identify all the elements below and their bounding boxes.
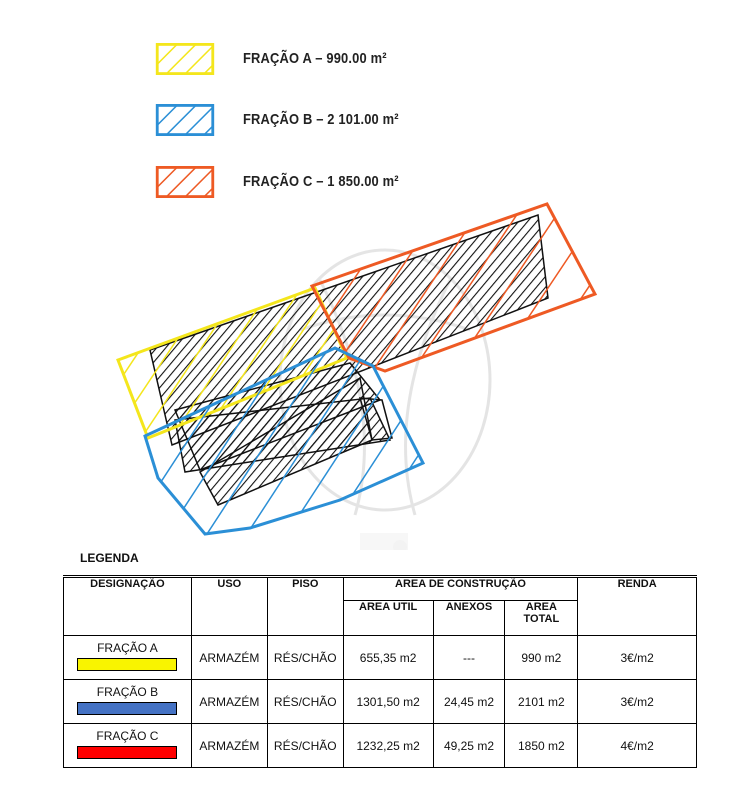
cell-renda: 4€/m2: [578, 724, 697, 768]
cell-area-total: 1850 m2: [505, 724, 578, 768]
cell-piso: RÉS/CHÃO: [267, 680, 343, 724]
header-area-construcao: AREA DE CONSTRUÇÃO: [343, 578, 578, 601]
cell-renda: 3€/m2: [578, 680, 697, 724]
legend-label-fracao-b: FRAÇÃO B – 2 101.00 m²: [243, 111, 399, 128]
legenda-title: LEGENDA: [80, 551, 139, 565]
cell-anexos: 49,25 m2: [433, 724, 505, 768]
cell-designacao: [64, 724, 192, 768]
cell-area-total: 2101 m2: [505, 680, 578, 724]
header-area-total: [505, 601, 578, 636]
cell-area-util: 1232,25 m2: [343, 724, 433, 768]
designacao-label: FRAÇÃO A: [97, 640, 158, 655]
hatch-swatch-yellow-icon: [155, 43, 215, 75]
header-area-total-line1: AREA: [525, 601, 557, 613]
hatch-swatch-blue-icon: [155, 104, 215, 136]
cell-piso: RÉS/CHÃO: [267, 636, 343, 680]
cell-uso: ARMAZÉM: [191, 724, 267, 768]
table-row: [64, 680, 697, 724]
fracoes-table: [63, 577, 697, 767]
header-piso: PISO: [267, 578, 343, 636]
legend-label-fracao-c: FRAÇÃO C – 1 850.00 m²: [243, 173, 399, 190]
designacao-label: FRAÇÃO B: [96, 684, 159, 699]
header-anexos: ANEXOS: [433, 601, 505, 636]
color-swatch-blue: [77, 702, 177, 715]
color-swatch-red: [77, 746, 177, 759]
table-row: [64, 724, 697, 768]
cell-designacao: [64, 636, 192, 680]
table-row: [64, 636, 697, 680]
header-designacao: DESIGNAÇÃO: [64, 578, 192, 636]
legend-label-fracao-a: FRAÇÃO A – 990.00 m²: [243, 50, 387, 67]
header-uso: USO: [191, 578, 267, 636]
hatch-swatch-orange-icon: [155, 166, 215, 198]
header-area-util: AREA UTIL: [343, 601, 433, 636]
header-renda: RENDA: [578, 578, 697, 636]
color-swatch-yellow: [77, 658, 177, 671]
cell-area-util: 1301,50 m2: [343, 680, 433, 724]
cell-anexos: ---: [433, 636, 505, 680]
plan-legend: [0, 0, 737, 210]
header-area-total-line2: TOTAL: [523, 613, 560, 625]
cell-anexos: 24,45 m2: [433, 680, 505, 724]
cell-area-util: 655,35 m2: [343, 636, 433, 680]
cell-uso: ARMAZÉM: [191, 680, 267, 724]
cell-uso: ARMAZÉM: [191, 636, 267, 680]
cell-piso: RÉS/CHÃO: [267, 724, 343, 768]
cell-area-total: 990 m2: [505, 636, 578, 680]
designacao-label: FRAÇÃO C: [96, 728, 159, 743]
cell-designacao: [64, 680, 192, 724]
cell-renda: 3€/m2: [578, 636, 697, 680]
site-plan-drawing: [0, 195, 737, 550]
